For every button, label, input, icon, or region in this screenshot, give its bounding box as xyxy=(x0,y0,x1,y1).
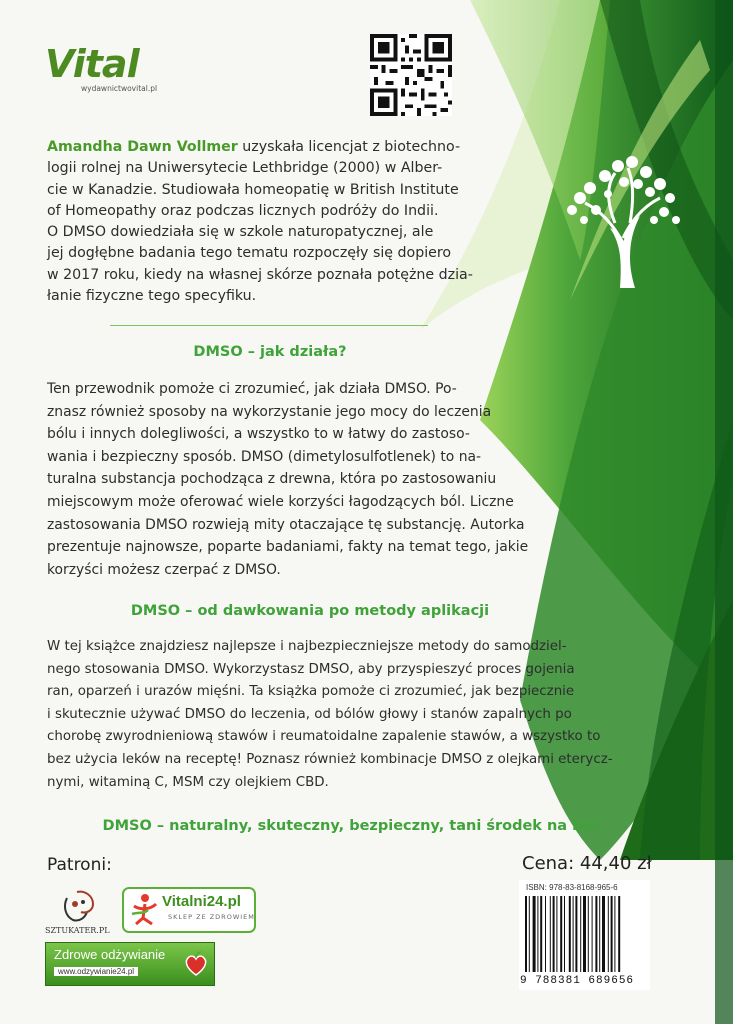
bio-line-1-text: uzyskała licencjat z biotechno- xyxy=(237,139,461,155)
tree-icon xyxy=(560,148,690,288)
bio-line: w 2017 roku, kiedy na własnej skórze poznała potężne dzia- xyxy=(47,266,473,283)
author-bio xyxy=(47,137,487,307)
section2-line: bez użycia leków na receptę! Poznasz również kombinacje DMSO z olejkami eterycz- xyxy=(47,751,613,767)
barcode-digits: 9 788381 689656 xyxy=(520,975,635,987)
section1-line: bólu i innych dolegliwości, a wszystko to w łatwy do zastoso- xyxy=(47,426,470,443)
section1-line: zastosowania DMSO rozwieją mity otaczające tę substancję. Autorka xyxy=(47,516,525,533)
bio-line: cie w Kanadzie. Studiowała homeopatię w British Institute xyxy=(47,181,459,198)
odzywianie24-logo xyxy=(45,942,215,986)
section1-line: prezentuje najnowsze, poparte badaniami, fakty na temat tego, jakie xyxy=(47,539,529,556)
section1-line: turalna substancja pochodząca z drewna, która po zastosowaniu xyxy=(47,471,497,488)
section2-line: W tej książce znajdziesz najlepsze i najbezpieczniejsze metody do samodziel- xyxy=(47,639,567,654)
section2-line: i skutecznie używać DMSO do leczenia, od bólów głowy i stanów zapalnych po xyxy=(47,706,572,722)
section1-line: znasz również sposoby na wykorzystanie jego mocy do leczenia xyxy=(47,403,492,420)
isbn-label: ISBN: 978-83-8168-965-6 xyxy=(526,883,618,892)
sztukater-mask-icon xyxy=(59,888,99,924)
vitalni24-logo xyxy=(122,887,256,933)
publisher-logo xyxy=(45,44,185,104)
odzywianie-url: www.odzywianie24.pl xyxy=(54,967,138,976)
section1-body xyxy=(47,378,567,581)
bio-line: of Homeopathy oraz podczas licznych podróży do Indii. xyxy=(47,202,439,219)
sztukater-label: SZTUKATER.PL xyxy=(45,926,110,935)
section2-line: nego stosowania DMSO. Wykorzystasz DMSO, aby przyspieszyć proces gojenia xyxy=(47,661,575,677)
barcode-icon xyxy=(523,896,647,974)
section1-heading: DMSO – jak działa? xyxy=(193,344,347,360)
vitalni-name: Vitalni24.pl xyxy=(162,893,241,910)
tagline: DMSO – naturalny, skuteczny, bezpieczny, tani środek na ból xyxy=(102,818,598,834)
section1-line: Ten przewodnik pomoże ci zrozumieć, jak działa DMSO. Po- xyxy=(47,381,457,397)
price: Cena: 44,40 zł xyxy=(522,853,652,874)
section2-line: nymi, witaminą C, MSM czy olejkiem CBD. xyxy=(47,774,329,790)
section2-body xyxy=(47,636,647,794)
bio-line: łanie fizyczne tego specyfiku. xyxy=(47,288,257,305)
apple-heart-icon xyxy=(184,951,208,977)
divider xyxy=(110,325,428,326)
vitalni-figure-icon xyxy=(130,892,160,926)
section2-line: chorobę zwyrodnieniową stawów i reumatoidalne zapalenie stawów, a wszystko to xyxy=(47,729,601,745)
bio-line: O DMSO dowiedziała się w szkole naturopatycznej, ale xyxy=(47,224,434,241)
publisher-logo-text: Vital xyxy=(45,42,139,86)
qr-code-icon xyxy=(370,34,452,116)
bio-line: logii rolnej na Uniwersytecie Lethbridge (2000) w Alber- xyxy=(47,160,443,177)
section1-line: miejscowym może oferować wiele korzyści łagodzących ból. Liczne xyxy=(47,493,514,510)
section1-line: wania i bezpieczny sposób. DMSO (dimetylosulfotlenek) to na- xyxy=(47,448,482,465)
section1-line: korzyści możesz czerpać z DMSO. xyxy=(47,561,281,578)
section2-line: ran, oparzeń i urazów mięśni. Ta książka pomoże ci zrozumieć, jak bezpiecznie xyxy=(47,684,575,700)
section2-heading: DMSO – od dawkowania po metody aplikacji xyxy=(130,603,490,619)
bio-line: jej dogłębne badania tego tematu rozpoczęły się dopiero xyxy=(47,245,452,262)
sztukater-logo xyxy=(45,888,115,938)
vitalni-tagline: SKLEP ZE ZDROWIEM xyxy=(168,913,255,921)
bio-line-1 xyxy=(47,137,487,158)
odzywianie-title: Zdrowe odżywianie xyxy=(54,947,166,962)
patrons-label: Patroni: xyxy=(47,855,112,875)
publisher-url: wydawnictwovital.pl xyxy=(81,84,158,93)
author-name: Amandha Dawn Vollmer xyxy=(47,139,238,155)
